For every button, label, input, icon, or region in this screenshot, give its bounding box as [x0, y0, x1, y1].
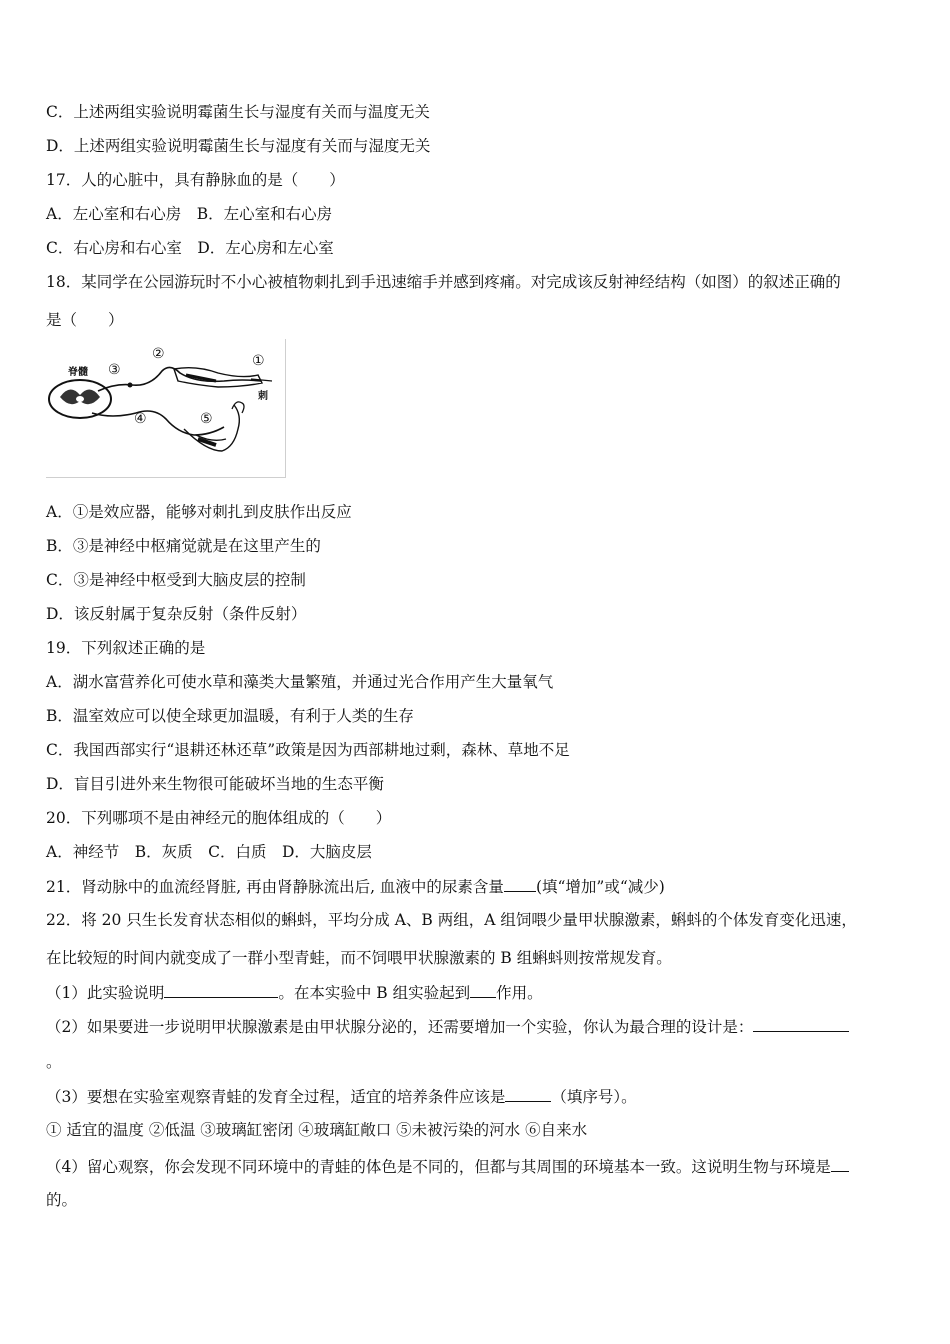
q21-hint: (填“增加”或“减少) — [535, 878, 665, 896]
ganglion — [128, 383, 133, 388]
q19-option-c: C．我国西部实行“退耕还林还草”政策是因为西部耕地过剩，森林、草地不足 — [46, 741, 570, 759]
q22-part3-choices: ① 适宜的温度 ②低温 ③玻璃缸密闭 ④玻璃缸敞口 ⑤未被污染的河水 ⑥自来水 — [46, 1121, 588, 1139]
q22-part4 — [46, 1156, 849, 1177]
q20-stem: 20．下列哪项不是由神经元的胞体组成的（ ） — [46, 809, 392, 827]
q19-option-d: D．盲目引进外来生物很可能破坏当地的生态平衡 — [46, 775, 384, 793]
q22-part1-text-3: 作用。 — [496, 984, 543, 1002]
q22-part2-text: （2）如果要进一步说明甲状腺激素是由甲状腺分泌的，还需要增加一个实验，你认为最合理的设计是： — [46, 1018, 754, 1036]
q18-option-c: C．③是神经中枢受到大脑皮层的控制 — [46, 571, 306, 589]
q19-option-a: A．湖水富营养化可使水草和藻类大量繁殖，并通过光合作用产生大量氧气 — [46, 673, 554, 691]
q22-part1 — [46, 982, 543, 1003]
q18-option-d: D．该反射属于复杂反射（条件反射） — [46, 605, 307, 623]
label-stimulus: 刺 — [258, 391, 268, 402]
q17-options-ab: A．左心室和右心房 B．左心室和右心房 — [46, 205, 333, 223]
label-2: ② — [152, 346, 165, 362]
label-1: ① — [252, 353, 265, 369]
label-3: ③ — [108, 362, 121, 378]
q22-part3-text: （3）要想在实验室观察青蛙的发育全过程，适宜的培养条件应该是 — [46, 1088, 506, 1106]
q22-part2 — [46, 1016, 849, 1037]
label-4: ④ — [134, 411, 147, 427]
q19-option-b: B．温室效应可以使全球更加温暖，有利于人类的生存 — [46, 707, 414, 725]
q21-answer-blank[interactable] — [504, 876, 536, 892]
q18-option-b: B．③是神经中枢痛觉就是在这里产生的 — [46, 537, 321, 555]
q22-part1-blank-2[interactable] — [470, 982, 496, 998]
q22-stem: 22．将 20 只生长发育状态相似的蝌蚪，平均分成 A、B 两组，A 组饲喂少量甲状腺激素，蝌蚪的个体发育变化迅速， — [46, 911, 857, 929]
q22-stem-cont: 在比较短的时间内就变成了一群小型青蛙，而不饲喂甲状腺激素的 B 组蝌蚪则按常规发育。 — [46, 949, 672, 967]
q16-option-c: C．上述两组实验说明霉菌生长与湿度有关而与温度无关 — [46, 103, 430, 121]
q17-stem: 17．人的心脏中，具有静脉血的是（ ） — [46, 171, 345, 189]
central-canal — [76, 396, 84, 402]
q22-part4-end: 的。 — [46, 1191, 78, 1209]
q18-stem: 18．某同学在公园游玩时不小心被植物刺扎到手迅速缩手并感到疼痛。对完成该反射神经结构（如图）的叙述正确的 — [46, 273, 841, 291]
q18-stem-cont: 是（ ） — [46, 311, 124, 329]
sensory-nerve — [98, 367, 261, 391]
reflex-arc-figure — [46, 339, 286, 478]
q22-part3 — [46, 1086, 637, 1107]
q18-option-a: A．①是效应器，能够对刺扎到皮肤作出反应 — [46, 503, 352, 521]
q21-text: 21．肾动脉中的血流经肾脏, 再由肾静脉流出后, 血液中的尿素含量 — [46, 878, 504, 896]
q22-part1-blank-1[interactable] — [164, 982, 278, 998]
q22-part2-end: 。 — [46, 1053, 62, 1071]
q22-part1-text: （1）此实验说明 — [46, 984, 165, 1002]
q19-stem: 19．下列叙述正确的是 — [46, 639, 206, 657]
reflex-arc-drawing — [46, 339, 285, 477]
q16-option-d: D．上述两组实验说明霉菌生长与湿度有关而与湿度无关 — [46, 137, 431, 155]
label-spinal-cord: 脊髓 — [68, 367, 88, 378]
q22-part2-blank[interactable] — [753, 1016, 849, 1032]
q17-options-cd: C．右心房和右心室 D．左心房和左心室 — [46, 239, 334, 257]
label-5: ⑤ — [200, 411, 213, 427]
q22-part3-blank[interactable] — [505, 1086, 551, 1102]
q22-part4-text: （4）留心观察，你会发现不同环境中的青蛙的体色是不同的，但都与其周围的环境基本一致。这说明生物与环境是 — [46, 1158, 831, 1176]
q22-part1-text-2: 。在本实验中 B 组实验起到 — [278, 984, 471, 1002]
q20-options: A．神经节 B．灰质 C．白质 D．大脑皮层 — [46, 843, 372, 861]
q21-stem — [46, 876, 665, 897]
q22-part4-blank[interactable] — [831, 1156, 849, 1172]
q22-part3-hint: （填序号）。 — [551, 1088, 637, 1106]
